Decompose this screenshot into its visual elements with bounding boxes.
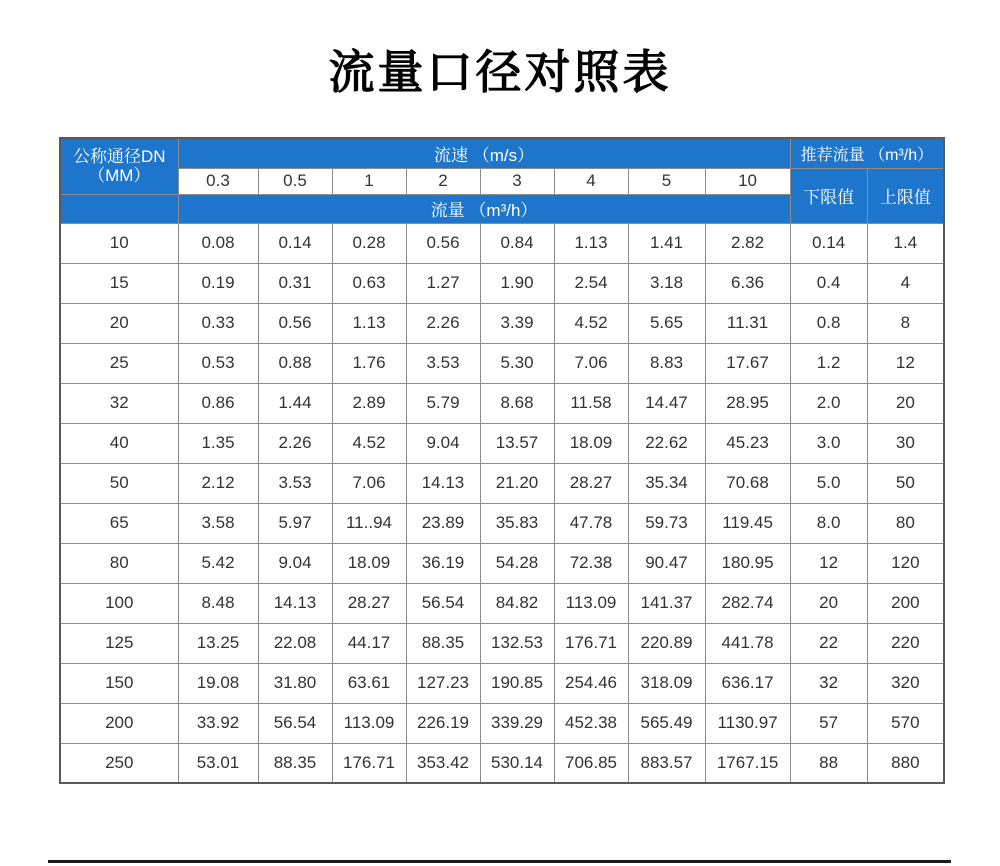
flow-cell: 2.26 (406, 303, 480, 343)
flow-cell: 1.44 (258, 383, 332, 423)
flow-cell: 318.09 (628, 663, 705, 703)
flow-cell: 18.09 (332, 543, 406, 583)
flow-cell: 1.90 (480, 263, 554, 303)
flow-cell: 28.27 (332, 583, 406, 623)
table-row (60, 303, 944, 343)
flow-cell: 54.28 (480, 543, 554, 583)
flow-cell: 0.33 (178, 303, 258, 343)
flow-cell: 35.34 (628, 463, 705, 503)
flow-cell: 1.27 (406, 263, 480, 303)
flow-cell: 3.18 (628, 263, 705, 303)
velocity-value: 0.3 (178, 168, 258, 194)
dn-cell: 32 (60, 383, 178, 423)
flow-cell: 706.85 (554, 743, 628, 783)
velocity-value: 2 (406, 168, 480, 194)
flow-cell: 5.65 (628, 303, 705, 343)
flow-cell: 11.58 (554, 383, 628, 423)
dn-cell: 20 (60, 303, 178, 343)
flow-cell: 13.25 (178, 623, 258, 663)
flow-cell: 47.78 (554, 503, 628, 543)
table-row (60, 463, 944, 503)
dn-cell: 25 (60, 343, 178, 383)
flow-cell: 59.73 (628, 503, 705, 543)
flow-cell: 452.38 (554, 703, 628, 743)
flow-cell: 2.12 (178, 463, 258, 503)
page-title: 流量口径对照表 (328, 46, 672, 98)
flow-cell: 176.71 (554, 623, 628, 663)
flow-cell: 113.09 (554, 583, 628, 623)
corner-header-line2: （MM） (88, 166, 151, 186)
dn-cell: 200 (60, 703, 178, 743)
flow-cell: 0.63 (332, 263, 406, 303)
flow-cell: 44.17 (332, 623, 406, 663)
lower-limit-cell: 12 (790, 543, 867, 583)
upper-limit-cell: 50 (867, 463, 944, 503)
upper-limit-cell: 880 (867, 743, 944, 783)
flow-cell: 190.85 (480, 663, 554, 703)
upper-limit-cell: 12 (867, 343, 944, 383)
velocity-value: 4 (554, 168, 628, 194)
flow-cell: 0.56 (258, 303, 332, 343)
flow-cell: 132.53 (480, 623, 554, 663)
flow-cell: 1.41 (628, 223, 705, 263)
flow-cell: 2.54 (554, 263, 628, 303)
lower-limit-cell: 0.4 (790, 263, 867, 303)
upper-limit-cell: 320 (867, 663, 944, 703)
velocity-value: 1 (332, 168, 406, 194)
flow-cell: 11.31 (705, 303, 790, 343)
dn-cell: 65 (60, 503, 178, 543)
flow-cell: 565.49 (628, 703, 705, 743)
flow-cell: 441.78 (705, 623, 790, 663)
upper-limit-cell: 1.4 (867, 223, 944, 263)
flow-cell: 530.14 (480, 743, 554, 783)
flow-cell: 4.52 (332, 423, 406, 463)
flow-cell: 282.74 (705, 583, 790, 623)
velocity-value: 3 (480, 168, 554, 194)
flow-cell: 2.89 (332, 383, 406, 423)
flow-cell: 33.92 (178, 703, 258, 743)
flow-cell: 56.54 (406, 583, 480, 623)
recommended-flow-group-header: 推荐流量 （m³/h） (790, 138, 944, 168)
flow-cell: 84.82 (480, 583, 554, 623)
flow-cell: 0.31 (258, 263, 332, 303)
flow-cell: 127.23 (406, 663, 480, 703)
lower-limit-header: 下限值 (790, 168, 867, 223)
flow-cell: 2.82 (705, 223, 790, 263)
table-row (60, 743, 944, 783)
flow-cell: 56.54 (258, 703, 332, 743)
table-row (60, 703, 944, 743)
upper-limit-cell: 8 (867, 303, 944, 343)
table-row (60, 503, 944, 543)
flow-cell: 353.42 (406, 743, 480, 783)
flow-cell: 1.13 (554, 223, 628, 263)
lower-limit-cell: 88 (790, 743, 867, 783)
table-row (60, 583, 944, 623)
upper-limit-cell: 200 (867, 583, 944, 623)
upper-limit-cell: 120 (867, 543, 944, 583)
flow-cell: 141.37 (628, 583, 705, 623)
flow-cell: 0.84 (480, 223, 554, 263)
lower-limit-cell: 57 (790, 703, 867, 743)
flow-cell: 8.83 (628, 343, 705, 383)
flow-cell: 23.89 (406, 503, 480, 543)
flow-cell: 3.58 (178, 503, 258, 543)
velocity-group-header: 流速 （m/s） (178, 138, 790, 168)
dn-cell: 10 (60, 223, 178, 263)
velocity-value: 0.5 (258, 168, 332, 194)
lower-limit-cell: 3.0 (790, 423, 867, 463)
flow-cell: 14.13 (258, 583, 332, 623)
table-row (60, 223, 944, 263)
flow-cell: 2.26 (258, 423, 332, 463)
flow-cell: 339.29 (480, 703, 554, 743)
dn-cell: 250 (60, 743, 178, 783)
flow-cell: 176.71 (332, 743, 406, 783)
flow-cell: 14.13 (406, 463, 480, 503)
flow-cell: 4.52 (554, 303, 628, 343)
velocity-value: 10 (705, 168, 790, 194)
upper-limit-cell: 570 (867, 703, 944, 743)
flow-cell: 8.48 (178, 583, 258, 623)
header-row-groups (60, 138, 944, 168)
lower-limit-cell: 1.2 (790, 343, 867, 383)
flow-cell: 45.23 (705, 423, 790, 463)
flow-cell: 22.08 (258, 623, 332, 663)
flow-cell: 254.46 (554, 663, 628, 703)
flow-cell: 28.95 (705, 383, 790, 423)
flow-cell: 226.19 (406, 703, 480, 743)
upper-limit-cell: 80 (867, 503, 944, 543)
flow-cell: 0.56 (406, 223, 480, 263)
header-row-velocities (60, 168, 944, 194)
flow-cell: 0.08 (178, 223, 258, 263)
flow-cell: 220.89 (628, 623, 705, 663)
flow-cell: 18.09 (554, 423, 628, 463)
dn-cell: 80 (60, 543, 178, 583)
table-row (60, 423, 944, 463)
lower-limit-cell: 5.0 (790, 463, 867, 503)
upper-limit-cell: 20 (867, 383, 944, 423)
flow-cell: 63.61 (332, 663, 406, 703)
table-row (60, 343, 944, 383)
flow-cell: 7.06 (554, 343, 628, 383)
flow-cell: 119.45 (705, 503, 790, 543)
flow-cell: 88.35 (406, 623, 480, 663)
flow-cell: 1130.97 (705, 703, 790, 743)
flow-cell: 0.19 (178, 263, 258, 303)
flow-cell: 0.53 (178, 343, 258, 383)
dn-cell: 50 (60, 463, 178, 503)
flow-cell: 9.04 (406, 423, 480, 463)
dn-cell: 150 (60, 663, 178, 703)
lower-limit-cell: 32 (790, 663, 867, 703)
flow-cell: 17.67 (705, 343, 790, 383)
flow-cell: 36.19 (406, 543, 480, 583)
flow-cell: 28.27 (554, 463, 628, 503)
upper-limit-cell: 4 (867, 263, 944, 303)
flow-cell: 0.88 (258, 343, 332, 383)
flow-cell: 88.35 (258, 743, 332, 783)
flow-cell: 0.14 (258, 223, 332, 263)
flow-group-header: 流量 （m³/h） (178, 194, 790, 223)
bottom-divider (48, 860, 951, 863)
flow-cell: 5.79 (406, 383, 480, 423)
table-row (60, 623, 944, 663)
table-row (60, 383, 944, 423)
flow-cell: 35.83 (480, 503, 554, 543)
flow-cell: 180.95 (705, 543, 790, 583)
flow-cell: 5.42 (178, 543, 258, 583)
table-row (60, 663, 944, 703)
flow-cell: 11..94 (332, 503, 406, 543)
upper-limit-header: 上限值 (867, 168, 944, 223)
flow-cell: 5.30 (480, 343, 554, 383)
flow-cell: 3.39 (480, 303, 554, 343)
lower-limit-cell: 0.8 (790, 303, 867, 343)
flow-cell: 14.47 (628, 383, 705, 423)
flow-cell: 636.17 (705, 663, 790, 703)
corner-header-line1: 公称通径DN (72, 146, 166, 166)
flow-cell: 9.04 (258, 543, 332, 583)
dn-cell: 40 (60, 423, 178, 463)
flow-cell: 3.53 (406, 343, 480, 383)
flow-cell: 7.06 (332, 463, 406, 503)
lower-limit-cell: 20 (790, 583, 867, 623)
flow-cell: 3.53 (258, 463, 332, 503)
lower-limit-cell: 2.0 (790, 383, 867, 423)
lower-limit-cell: 0.14 (790, 223, 867, 263)
flow-cell: 1.35 (178, 423, 258, 463)
corner-header-dn (60, 138, 178, 194)
flow-cell: 5.97 (258, 503, 332, 543)
dn-cell: 15 (60, 263, 178, 303)
flow-cell: 21.20 (480, 463, 554, 503)
flow-cell: 70.68 (705, 463, 790, 503)
lower-limit-cell: 22 (790, 623, 867, 663)
flow-cell: 53.01 (178, 743, 258, 783)
flow-cell: 1767.15 (705, 743, 790, 783)
flow-cell: 90.47 (628, 543, 705, 583)
upper-limit-cell: 30 (867, 423, 944, 463)
flow-cell: 6.36 (705, 263, 790, 303)
flow-cell: 13.57 (480, 423, 554, 463)
lower-limit-cell: 8.0 (790, 503, 867, 543)
flow-cell: 1.76 (332, 343, 406, 383)
flow-cell: 19.08 (178, 663, 258, 703)
flow-cell: 31.80 (258, 663, 332, 703)
flow-cell: 72.38 (554, 543, 628, 583)
flow-cell: 0.28 (332, 223, 406, 263)
flow-cell: 22.62 (628, 423, 705, 463)
dn-cell: 125 (60, 623, 178, 663)
table-row (60, 543, 944, 583)
velocity-value: 5 (628, 168, 705, 194)
flow-cell: 8.68 (480, 383, 554, 423)
table-body (60, 223, 944, 783)
table-row (60, 263, 944, 303)
corner-empty-cell (60, 194, 178, 223)
flow-cell: 883.57 (628, 743, 705, 783)
flow-diameter-table (59, 137, 945, 784)
upper-limit-cell: 220 (867, 623, 944, 663)
flow-cell: 0.86 (178, 383, 258, 423)
flow-cell: 1.13 (332, 303, 406, 343)
dn-cell: 100 (60, 583, 178, 623)
flow-cell: 113.09 (332, 703, 406, 743)
